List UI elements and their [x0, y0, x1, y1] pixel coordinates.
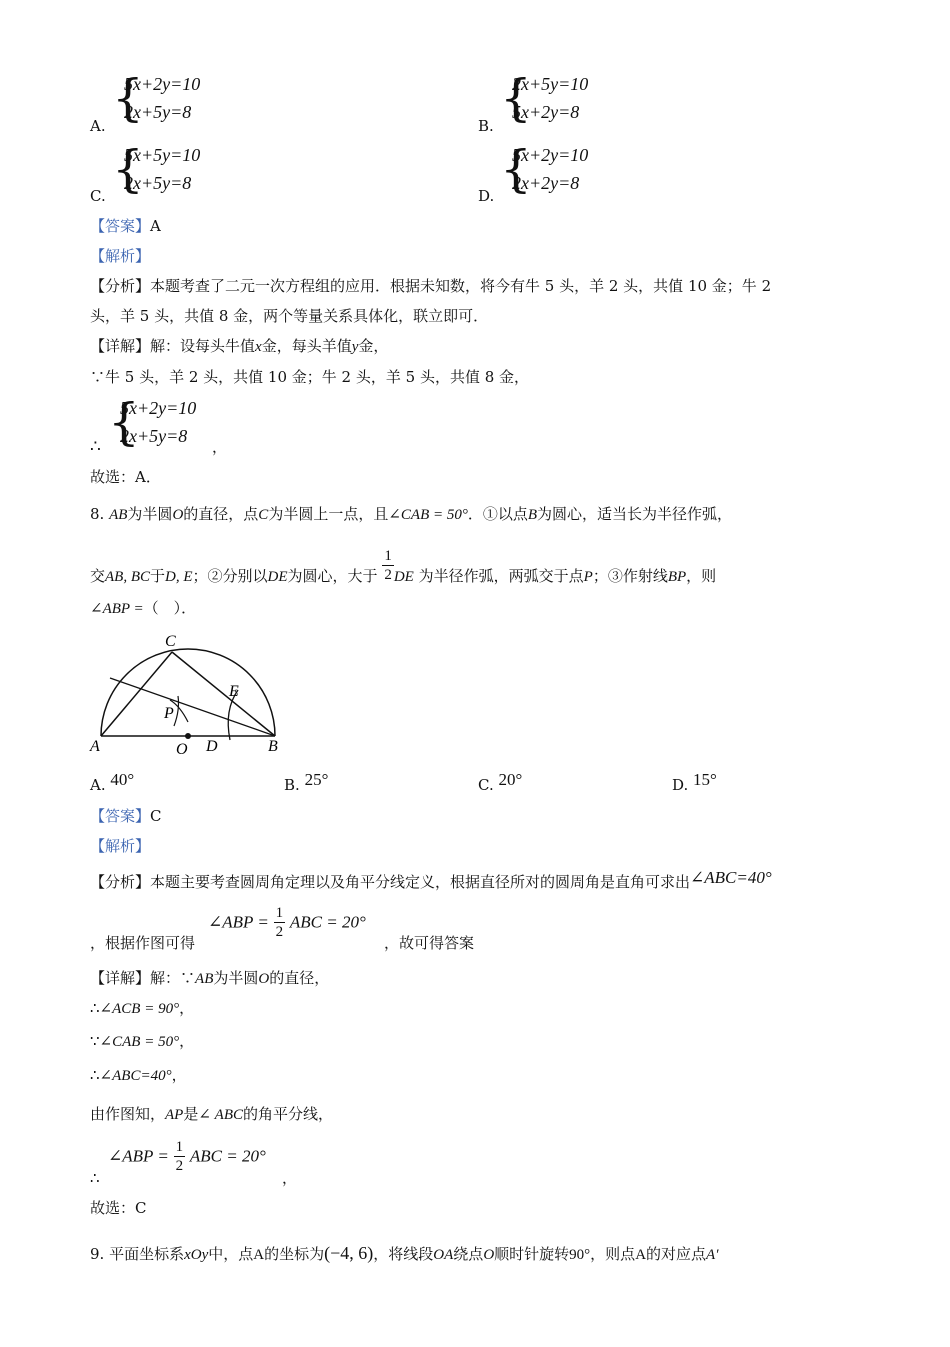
- equation: 5x+2y=10: [124, 74, 201, 94]
- math: ABC = 20°: [189, 1146, 266, 1166]
- option-label: B.: [284, 776, 300, 794]
- numerator: 1: [175, 1139, 184, 1155]
- q8-fenxi-end: ，故可得答案: [384, 934, 475, 952]
- math: A: [635, 1247, 647, 1263]
- text: 为半圆: [127, 505, 173, 523]
- brace: {: [500, 140, 532, 198]
- equation: 2x+2y=8: [512, 173, 580, 193]
- equation-system: [112, 69, 232, 132]
- denominator: 2: [275, 924, 284, 940]
- text: ．①以点: [467, 505, 528, 523]
- xiangjie-tag: 【详解】: [90, 969, 151, 987]
- text: 金，: [358, 337, 389, 355]
- math: ∠ABP =: [90, 601, 144, 617]
- label-p: P: [164, 705, 174, 722]
- fenxi-text: 本题主要考查圆周角定理以及角平分线定义，根据直径所对的圆周角是直角可求出: [150, 873, 691, 891]
- math: ∠ACB = 90°: [99, 1001, 180, 1017]
- text: 解：∵: [150, 969, 196, 987]
- option-label: A.: [90, 117, 106, 135]
- math: ∠CAB = 50°: [388, 507, 468, 523]
- label-b: B: [268, 738, 278, 755]
- q8-stem-line2: [90, 547, 717, 587]
- q8-option-b: [284, 770, 329, 795]
- equation: 5x+2y=10: [120, 398, 197, 418]
- answer-tag: 【答案】: [90, 807, 151, 825]
- question-number: 8.: [90, 505, 105, 523]
- option-label: D.: [672, 776, 689, 794]
- math: ∠ABP =: [108, 1146, 169, 1166]
- q7-xiangjie-line: [90, 336, 388, 357]
- math: 90°: [569, 1247, 591, 1263]
- because-symbol: ∵: [90, 1032, 100, 1050]
- text: 中，点: [208, 1245, 254, 1263]
- ray-bp: [110, 678, 275, 736]
- text: 的坐标为: [264, 1245, 325, 1263]
- text: 金，每头羊值: [261, 337, 352, 355]
- equation-system: [112, 140, 232, 203]
- equation-system: [500, 69, 620, 132]
- label-a: A: [90, 738, 100, 755]
- option-label: D.: [478, 187, 495, 205]
- center-point-o: [185, 733, 191, 739]
- text: ，: [179, 999, 195, 1017]
- math: A: [253, 1247, 265, 1263]
- q7-answer-line: [90, 216, 161, 236]
- option-label: B.: [478, 117, 494, 135]
- equation: 2x+5y=8: [120, 426, 188, 446]
- math: BP: [667, 569, 687, 585]
- comma: ，: [212, 438, 228, 456]
- text: 的角平分线，: [243, 1105, 334, 1123]
- fenxi-text: 本题考查了二元一次方程组的应用．根据未知数，将今有牛 5 头，羊 2 头，共值 10 金；牛 2: [150, 277, 772, 295]
- therefore-symbol: ∴: [90, 437, 101, 457]
- text: 由作图知，: [90, 1105, 166, 1123]
- denominator: 2: [175, 1158, 184, 1174]
- equation: 5x+5y=10: [124, 145, 201, 165]
- q8-fenxi-line2: [90, 933, 195, 953]
- text: 顺时针旋转: [494, 1245, 570, 1263]
- q8-stem-line1: [90, 504, 732, 525]
- text: 的直径，点: [183, 505, 259, 523]
- text: 平面坐标系: [109, 1245, 185, 1263]
- math: D, E: [165, 569, 193, 585]
- math: OA: [433, 1247, 454, 1263]
- variable-x: x: [255, 339, 262, 355]
- text: ，则: [686, 567, 717, 585]
- q8-option-c: [478, 770, 523, 795]
- q8-option-a: [90, 770, 135, 795]
- q8-choose: 故选：C: [90, 1199, 147, 1217]
- math: AB, BC: [105, 569, 151, 585]
- equation: 2x+5y=10: [512, 74, 589, 94]
- q8-xiangjie-formula: [108, 1138, 266, 1175]
- variable-y: y: [351, 339, 359, 355]
- label-e: E: [229, 683, 239, 700]
- math: (−4, 6): [324, 1243, 374, 1263]
- q8-fenxi-line1: [90, 868, 772, 892]
- xiangjie-tag: 【详解】: [90, 337, 151, 355]
- math: xOy: [184, 1247, 209, 1263]
- question-number: 9.: [90, 1245, 105, 1263]
- math: AB: [195, 971, 214, 987]
- text: 为半圆上一点，且: [268, 505, 389, 523]
- option-value: 15°: [693, 770, 717, 789]
- numerator: 1: [384, 547, 392, 564]
- chord-cb: [172, 652, 275, 736]
- equation: 2x+5y=8: [124, 173, 192, 193]
- text: ；③作射线: [592, 567, 668, 585]
- math: ∠ABC=40°: [99, 1068, 172, 1084]
- q8-xiangjie-line2: [90, 998, 194, 1019]
- math: P: [583, 569, 593, 585]
- q7-fenxi-line1: [90, 276, 771, 296]
- q8-xiangjie-line5: [90, 1104, 333, 1125]
- option-label: C.: [90, 187, 106, 205]
- text: 绕点: [453, 1245, 484, 1263]
- q7-solution-system: [108, 393, 228, 456]
- answer-value: A: [150, 217, 161, 235]
- text: ，则点: [590, 1245, 636, 1263]
- math: ∠ABC=40°: [690, 868, 772, 887]
- therefore-symbol: ∴: [90, 1066, 100, 1084]
- text: 解：设每头牛值: [150, 337, 256, 355]
- fenxi-tag: 【分析】: [90, 277, 151, 295]
- therefore-symbol: ∴: [90, 1169, 100, 1187]
- text: 为圆心，大于: [287, 567, 378, 585]
- math: DE: [393, 569, 414, 585]
- q8-analysis-tag: 【解析】: [90, 837, 151, 855]
- q8-fenxi-formula: [208, 904, 366, 941]
- q8-answer-line: [90, 806, 162, 826]
- text: 于: [150, 567, 166, 585]
- text: 的对应点: [646, 1245, 707, 1263]
- denominator: 2: [384, 566, 392, 583]
- therefore-symbol: ∴: [90, 999, 100, 1017]
- option-label: A.: [90, 776, 106, 794]
- math: DE: [267, 569, 288, 585]
- text: ；②分别以: [192, 567, 268, 585]
- math: ∠ABP =: [208, 912, 269, 932]
- equation: 5x+2y=10: [512, 145, 589, 165]
- math: A′: [706, 1247, 719, 1263]
- q8-xiangjie-line4: [90, 1065, 187, 1086]
- option-value: 40°: [110, 770, 135, 789]
- q8-option-d: [672, 770, 717, 795]
- label-c: C: [165, 633, 176, 650]
- comma: ，: [282, 1169, 298, 1187]
- text: ，: [179, 1032, 195, 1050]
- option-value: 20°: [498, 770, 523, 789]
- option-value: 25°: [304, 770, 329, 789]
- q7-analysis-tag: 【解析】: [90, 247, 151, 265]
- q7-because-line: ∵牛 5 头，羊 2 头，共值 10 金；牛 2 头，羊 5 头，共值 8 金，: [90, 368, 530, 386]
- text: ，将线段: [373, 1245, 434, 1263]
- math: B: [527, 507, 538, 523]
- brace: {: [112, 140, 144, 198]
- q8-xiangjie-line3: [90, 1031, 194, 1052]
- math: O: [258, 971, 270, 987]
- numerator: 1: [275, 905, 284, 921]
- text: 为半径作弧，两弧交于点: [418, 567, 584, 585]
- text: 为圆心，适当长为半径作弧，: [537, 505, 733, 523]
- text: 为半圆: [213, 969, 259, 987]
- text: ，根据作图可得: [90, 934, 196, 952]
- fraction: [174, 1138, 186, 1175]
- math: O: [483, 1247, 495, 1263]
- q8-xiangjie-line1: [90, 968, 329, 989]
- fraction: [274, 904, 286, 941]
- brace: {: [112, 69, 144, 127]
- math: C: [258, 507, 269, 523]
- answer-tag: 【答案】: [90, 217, 151, 235]
- q7-choose: 故选：A．: [90, 468, 161, 486]
- q8-semicircle-figure: [88, 630, 288, 760]
- text: 的直径，: [269, 969, 330, 987]
- label-o: O: [176, 741, 188, 758]
- answer-value: C: [150, 807, 162, 825]
- text: 交: [90, 567, 106, 585]
- option-label: C.: [478, 776, 494, 794]
- q9-stem-line1: [90, 1243, 719, 1265]
- text: ，: [171, 1066, 187, 1084]
- q8-stem-line3: [90, 598, 196, 619]
- equation: 5x+2y=8: [512, 102, 580, 122]
- text: 是: [183, 1105, 199, 1123]
- semicircle-arc: [101, 649, 275, 736]
- math: AB: [109, 507, 128, 523]
- math: AP: [165, 1107, 184, 1123]
- fenxi-tag: 【分析】: [90, 873, 151, 891]
- brace: {: [108, 393, 140, 451]
- fraction: [382, 547, 394, 584]
- equation-system: [500, 140, 620, 203]
- math: ∠CAB = 50°: [99, 1034, 180, 1050]
- brace: {: [500, 69, 532, 127]
- equation: 2x+5y=8: [124, 102, 192, 122]
- label-d: D: [206, 738, 218, 755]
- q7-fenxi-line2: 头，羊 5 头，共值 8 金，两个等量关系具体化，联立即可．: [90, 307, 489, 325]
- math: ∠ ABC: [198, 1107, 244, 1123]
- math: ABC = 20°: [289, 912, 366, 932]
- text: （ ）．: [143, 599, 197, 617]
- math: O: [172, 507, 184, 523]
